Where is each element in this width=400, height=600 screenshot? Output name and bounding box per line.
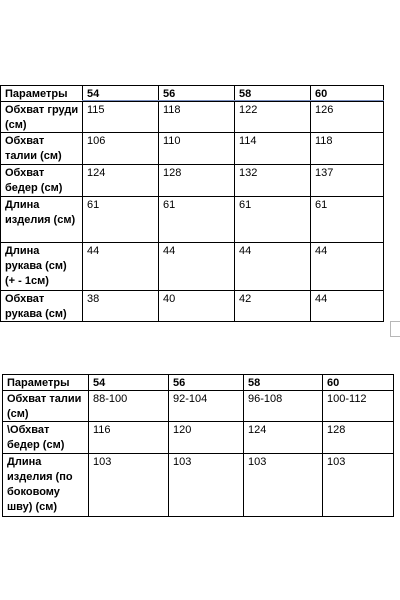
table-cell: 114 <box>234 132 310 164</box>
table-cell: 44 <box>310 242 384 290</box>
table-cell: 106 <box>82 132 158 164</box>
table-cell: 126 <box>310 101 384 132</box>
table-cell: 61 <box>310 196 384 242</box>
table-cell: 118 <box>158 101 234 132</box>
header-cell: 58 <box>234 85 310 101</box>
table-cell: 44 <box>234 242 310 290</box>
table-cell: 103 <box>88 453 168 517</box>
table-cell: 42 <box>234 290 310 322</box>
table-row <box>0 453 400 517</box>
table-cell: 124 <box>82 164 158 196</box>
header-cell: 54 <box>82 85 158 101</box>
row-label: \Обхват бедер (см) <box>2 421 88 453</box>
table-cell: 137 <box>310 164 384 196</box>
table-cell: 103 <box>168 453 243 517</box>
table-cell: 118 <box>310 132 384 164</box>
header-cell: 56 <box>158 85 234 101</box>
row-label: Обхват груди (см) <box>0 101 82 132</box>
table-row <box>0 390 400 421</box>
table-header-row <box>0 374 400 390</box>
table-cell: 128 <box>158 164 234 196</box>
table-cell: 128 <box>322 421 394 453</box>
header-cell: Параметры <box>2 374 88 390</box>
table-cell: 103 <box>322 453 394 517</box>
table-cell: 44 <box>310 290 384 322</box>
header-cell: 60 <box>322 374 394 390</box>
table-cell: 110 <box>158 132 234 164</box>
row-label: Длина изделия (по боковому шву) (см) <box>2 453 88 517</box>
header-cell: 60 <box>310 85 384 101</box>
table-cell: 44 <box>82 242 158 290</box>
table-cell: 100-112 <box>322 390 394 421</box>
table-cell: 124 <box>243 421 322 453</box>
row-label: Обхват талии (см) <box>2 390 88 421</box>
table-cell: 61 <box>234 196 310 242</box>
table-cell: 132 <box>234 164 310 196</box>
table-cell: 103 <box>243 453 322 517</box>
table-cell: 40 <box>158 290 234 322</box>
table-cell: 120 <box>168 421 243 453</box>
row-label: Длина изделия (см) <box>0 196 82 242</box>
table-cell: 92-104 <box>168 390 243 421</box>
table-cell: 88-100 <box>88 390 168 421</box>
row-label: Обхват талии (см) <box>0 132 82 164</box>
table-cell: 115 <box>82 101 158 132</box>
table-cell: 61 <box>82 196 158 242</box>
table-cell: 116 <box>88 421 168 453</box>
table-cell: 96-108 <box>243 390 322 421</box>
table-cell: 44 <box>158 242 234 290</box>
header-cell: 58 <box>243 374 322 390</box>
table-cell: 122 <box>234 101 310 132</box>
table-cell: 38 <box>82 290 158 322</box>
table-row <box>0 421 400 453</box>
header-cell: 56 <box>168 374 243 390</box>
row-label: Обхват рукава (см) <box>0 290 82 322</box>
header-cell: Параметры <box>0 85 82 101</box>
row-label: Обхват бедер (см) <box>0 164 82 196</box>
header-cell: 54 <box>88 374 168 390</box>
table-cell: 61 <box>158 196 234 242</box>
row-label: Длина рукава (см) (+ - 1см) <box>0 242 82 290</box>
